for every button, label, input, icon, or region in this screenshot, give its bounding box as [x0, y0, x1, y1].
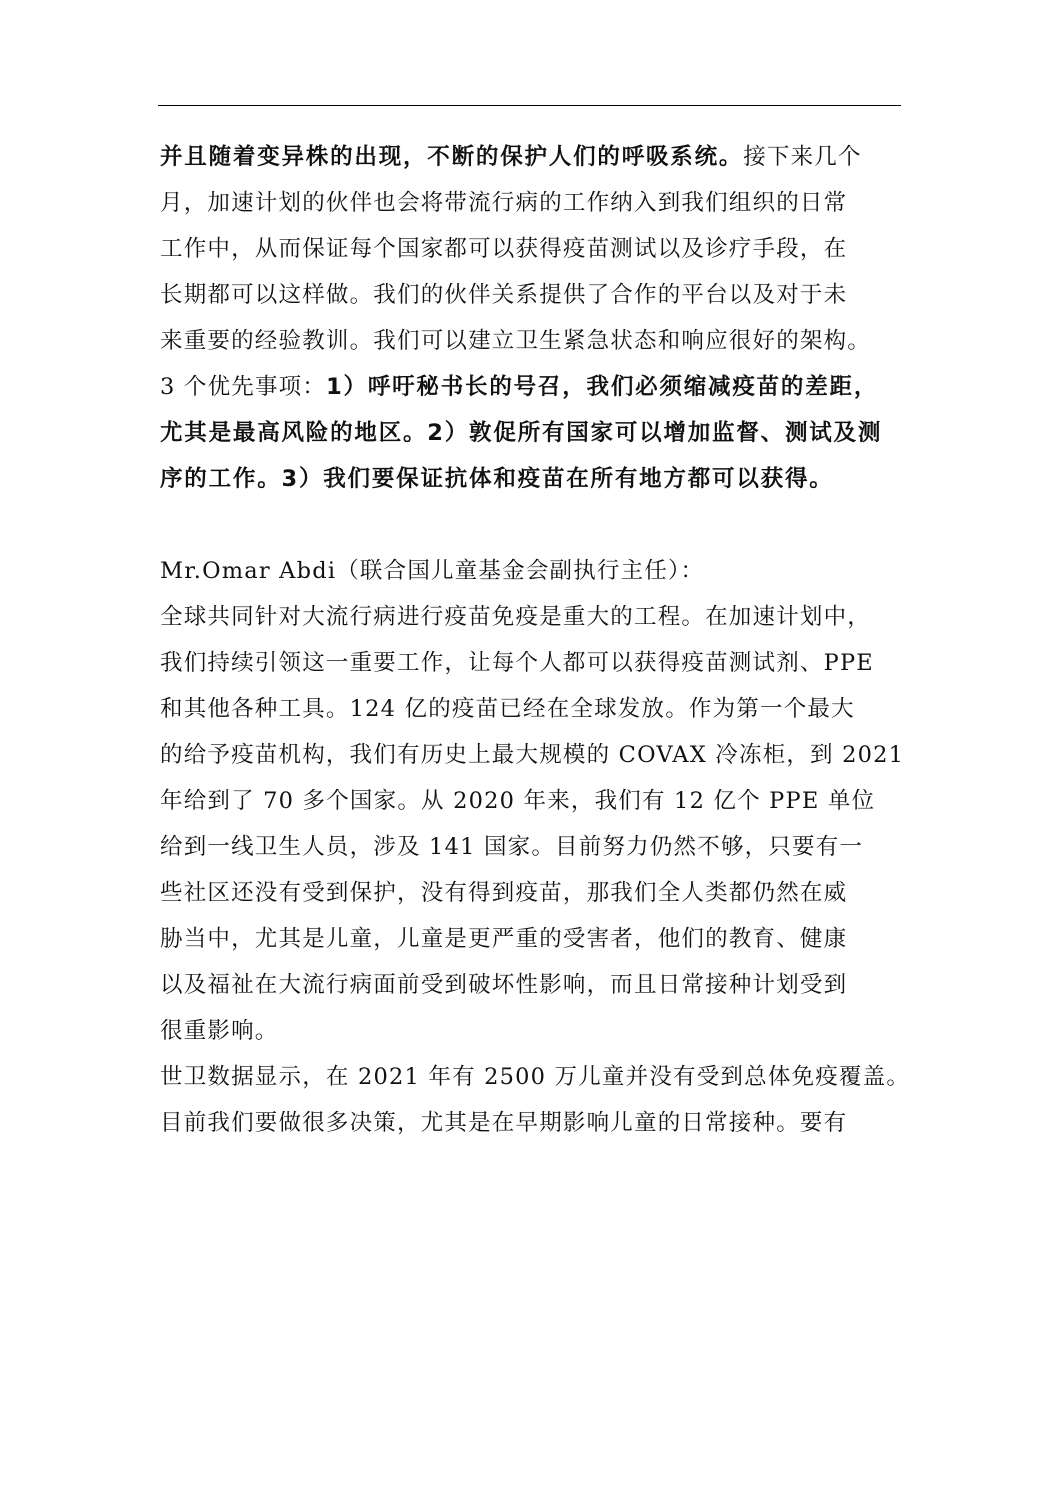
- paragraph-line: [160, 134, 930, 180]
- paragraph-line: 给到一线卫生人员，涉及 141 国家。目前努力仍然不够，只要有一: [160, 834, 864, 860]
- paragraph-line: 世卫数据显示，在 2021 年有 2500 万儿童并没有受到总体免疫覆盖。: [160, 1064, 911, 1090]
- document-body: [160, 134, 930, 1146]
- paragraph-line: 我们持续引领这一重要工作，让每个人都可以获得疫苗测试剂、PPE: [160, 650, 874, 676]
- paragraph-line: 长期都可以这样做。我们的伙伴关系提供了合作的平台以及对于未: [160, 282, 848, 308]
- speaker-heading: Mr.Omar Abdi（联合国儿童基金会副执行主任）：: [160, 558, 705, 584]
- paragraph-line: 全球共同针对大流行病进行疫苗免疫是重大的工程。在加速计划中，: [160, 604, 872, 630]
- paragraph-line: 来重要的经验教训。我们可以建立卫生紧急状态和响应很好的架构。: [160, 328, 872, 354]
- paragraph-line: 目前我们要做很多决策，尤其是在早期影响儿童的日常接种。要有: [160, 1110, 848, 1136]
- paragraph-line: 工作中，从而保证每个国家都可以获得疫苗测试以及诊疗手段，在: [160, 236, 848, 262]
- body-text: 接下来几个: [743, 144, 862, 170]
- paragraph-line: 和其他各种工具。124 亿的疫苗已经在全球发放。作为第一个最大: [160, 696, 855, 722]
- paragraph-line: 以及福祉在大流行病面前受到破坏性影响，而且日常接种计划受到: [160, 972, 848, 998]
- body-text: 3 个优先事项：: [160, 374, 327, 400]
- paragraph-spacer: [160, 502, 930, 548]
- header-rule: [158, 105, 901, 106]
- paragraph-line: 些社区还没有受到保护，没有得到疫苗，那我们全人类都仍然在威: [160, 880, 848, 906]
- paragraph-line: 年给到了 70 多个国家。从 2020 年来，我们有 12 亿个 PPE 单位: [160, 788, 876, 814]
- bold-text: 1）呼吁秘书长的号召，我们必须缩减疫苗的差距，: [326, 374, 879, 400]
- paragraph-line: 序的工作。3）我们要保证抗体和疫苗在所有地方都可以获得。: [160, 466, 834, 492]
- bold-text: 并且随着变异株的出现，不断的保护人们的呼吸系统。: [160, 144, 744, 170]
- paragraph-line: 很重影响。: [160, 1018, 279, 1044]
- paragraph-line: [160, 364, 930, 410]
- paragraph-line: 的给予疫苗机构，我们有历史上最大规模的 COVAX 冷冻柜，到 2021: [160, 742, 905, 768]
- paragraph-line: 尤其是最高风险的地区。2）敦促所有国家可以增加监督、测试及测: [160, 420, 883, 446]
- paragraph-line: 胁当中，尤其是儿童，儿童是更严重的受害者，他们的教育、健康: [160, 926, 848, 952]
- paragraph-line: 月，加速计划的伙伴也会将带流行病的工作纳入到我们组织的日常: [160, 190, 848, 216]
